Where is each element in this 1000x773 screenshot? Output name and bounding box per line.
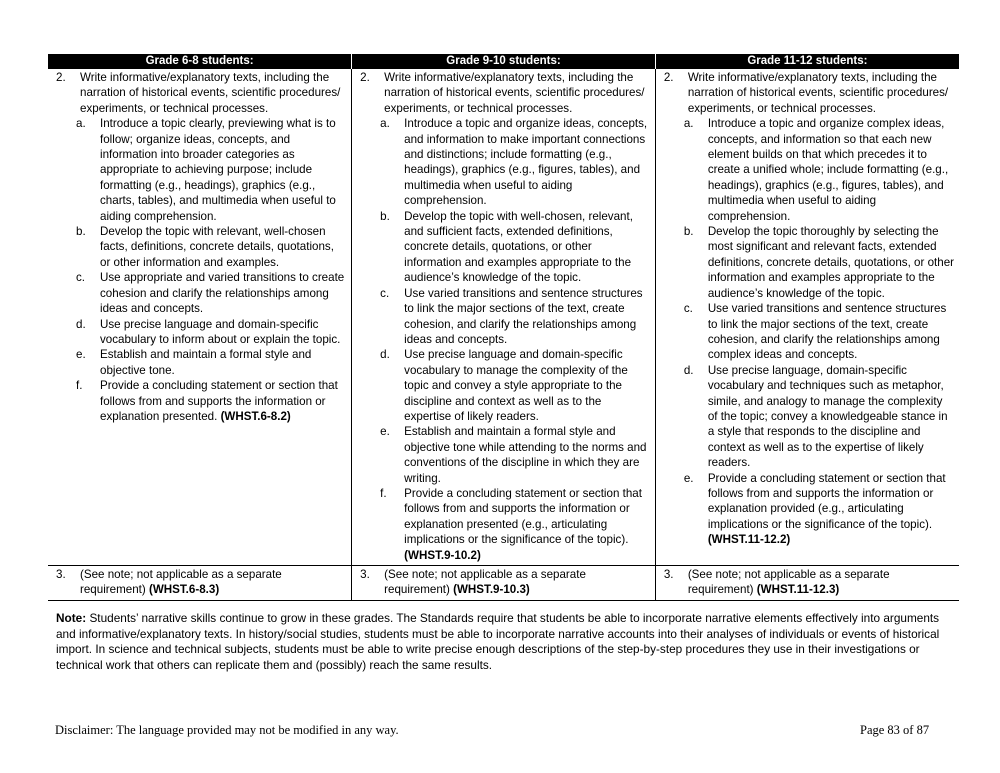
sub-text: Provide a concluding statement or section that follows from and supports the information or explanation provided (e.g., articulating implications or the significance of the topic).	[707, 471, 946, 531]
standard-row-2	[48, 69, 959, 566]
sub-item	[356, 116, 651, 208]
sub-text: Introduce a topic clearly, previewing what is to follow; organize ideas, concepts, and information into broader categories as appropriate to achieving purpose; include formatting (e.g., headings), graphics (e.g., charts, tables), and multimedia when useful to aiding comprehension.	[100, 117, 336, 223]
sub-text: Use varied transitions and sentence structures to link the major sections of the text, create cohesion, and clarify the relationships among complex ideas and concepts.	[707, 302, 947, 362]
sub-text: Introduce a topic and organize ideas, concepts, and information to make important connections and distinctions; include formatting (e.g., headings), graphics (e.g., figures, tables), and multimedia when useful to aiding comprehension.	[404, 117, 648, 208]
standard-code: (WHST.6-8.3)	[148, 583, 220, 597]
item-number: 3.	[56, 568, 66, 581]
standard-item	[356, 567, 651, 598]
sub-letter: a.	[76, 117, 86, 131]
standard-item	[660, 70, 955, 116]
sub-text: Use precise language, domain-specific vocabulary and techniques such as metaphor, simile, and analogy to manage the complexity of the topic; convey a knowledgeable stance in a style that responds to the discipline and context as well as to the expertise of likely readers.	[707, 363, 948, 470]
item-text: Write informative/explanatory texts, including the narration of historical events, scientific procedures/ experiments, or technical processes.	[80, 71, 341, 115]
standard-code: (WHST.9-10.2)	[404, 548, 481, 562]
sub-item	[52, 347, 347, 378]
item-text: Write informative/explanatory texts, including the narration of historical events, scientific procedures/ experiments, or technical processes.	[384, 71, 645, 115]
item-number: 2.	[360, 71, 370, 84]
sub-letter: d.	[76, 317, 86, 331]
sub-text: Establish and maintain a formal style and objective tone while attending to the norms and conventions of the discipline in which they are writing.	[404, 425, 647, 485]
sub-item	[356, 424, 651, 486]
item-number: 3.	[663, 568, 674, 581]
sub-letter: d.	[380, 348, 390, 362]
standard-item	[52, 70, 347, 116]
sub-letter: b.	[683, 225, 694, 239]
sub-item	[660, 116, 955, 224]
standard-item	[52, 567, 347, 598]
sub-text: Develop the topic with relevant, well-chosen facts, definitions, concrete details, quotations, or other information and examples.	[100, 225, 334, 269]
sub-letter: c.	[76, 271, 86, 285]
sub-text: Use appropriate and varied transitions to create cohesion and clarify the relationships among ideas and concepts.	[100, 271, 345, 316]
sub-text: Establish and maintain a formal style and objective tone.	[100, 348, 312, 377]
sub-letter: d.	[683, 363, 694, 377]
sub-item	[660, 363, 955, 471]
cell-grade-11-12-standard-3	[655, 566, 959, 601]
sub-item	[356, 347, 651, 424]
cell-grade-11-12-standard-2	[655, 69, 959, 566]
sub-letter: a.	[683, 117, 694, 131]
standards-document	[48, 54, 959, 601]
sub-letter: b.	[380, 209, 390, 223]
sub-item	[52, 378, 347, 424]
page-number: Page 83 of 87	[860, 723, 930, 737]
cell-grade-9-10-standard-2	[352, 69, 656, 566]
sub-letter: e.	[380, 425, 390, 439]
sub-item	[356, 486, 651, 563]
item-number: 2.	[663, 71, 674, 84]
sub-text: Develop the topic thoroughly by selecting the most significant and relevant facts, extended definitions, concrete details, quotations, or other information and examples appropriate to the audience’s knowledge of the topic.	[707, 225, 955, 300]
footer-disclaimer: Disclaimer: The language provided may not be modified in any way.	[55, 723, 399, 737]
item-number: 3.	[360, 568, 370, 581]
sub-text: Provide a concluding statement or section that follows from and supports the information or explanation presented (e.g., articulating implications or the significance of the topic).	[404, 486, 642, 547]
sub-text: Develop the topic with well-chosen, relevant, and sufficient facts, extended definitions, concrete details, quotations, or other information and examples appropriate to the audience’s knowledge of the topic.	[404, 209, 633, 285]
sub-item	[660, 224, 955, 301]
sub-item	[660, 301, 955, 363]
header-row	[48, 54, 959, 69]
sub-text: Introduce a topic and organize complex ideas, concepts, and information so that each new element builds on that which precedes it to create a unified whole; include formatting (e.g., headings), graphics (e.g., figures, tables), and multimedia when useful to aiding comprehension.	[707, 117, 949, 223]
cell-grade-6-8-standard-2	[48, 69, 352, 566]
sub-letter: c.	[683, 302, 693, 316]
sub-letter: b.	[76, 225, 86, 239]
cell-grade-6-8-standard-3	[48, 566, 352, 601]
sub-letter: e.	[683, 471, 694, 485]
item-text: (See note; not applicable as a separate requirement)	[384, 568, 586, 597]
sub-text: Use precise language and domain-specific vocabulary to manage the complexity of the topic and convey a style appropriate to the discipline and context as well as to the expertise of likely readers.	[404, 348, 628, 423]
item-text: Write informative/explanatory texts, including the narration of historical events, scientific procedures/ experiments, or technical processes.	[687, 71, 949, 115]
item-number: 2.	[56, 71, 66, 84]
sub-text: Use varied transitions and sentence structures to link the major sections of the text, create cohesion, and clarify the relationships among ideas and concepts.	[404, 286, 643, 346]
standard-code: (WHST.11-12.2)	[707, 533, 791, 547]
cell-grade-9-10-standard-3	[352, 566, 656, 601]
item-text: (See note; not applicable as a separate requirement)	[687, 568, 890, 597]
sub-item	[52, 270, 347, 316]
standard-item	[356, 70, 651, 116]
sub-text: Use precise language and domain-specific vocabulary to inform about or explain the topic.	[100, 317, 341, 346]
narrative-note	[56, 611, 956, 673]
standard-code: (WHST.9-10.3)	[453, 583, 530, 597]
sub-item	[52, 224, 347, 270]
item-text: (See note; not applicable as a separate requirement)	[80, 568, 282, 597]
standards-table	[48, 54, 959, 601]
sub-item	[52, 317, 347, 348]
header-grade-6-8: Grade 6-8 students:	[48, 54, 352, 69]
standard-row-3	[48, 566, 959, 601]
sub-letter: f.	[380, 486, 387, 500]
note-text: Students’ narrative skills continue to grow in these grades. The Standards require that students be able to incorporate narrative elements effectively into arguments and informative/explanatory texts. In history/social studies, students must be able to incorporate narrative accounts into their analyses of individuals or events of historical import. In science and technical subjects, students must be able to write precise enough descriptions of the step-by-step procedures they use in their investigations or technical work that others can replicate them and (possibly) reach the same results.	[56, 611, 940, 672]
note-label: Note:	[56, 611, 87, 625]
sub-item	[356, 209, 651, 286]
sub-text: Provide a concluding statement or section that follows from and supports the information or explanation presented.	[100, 379, 338, 423]
sub-letter: f.	[76, 379, 83, 393]
sub-letter: a.	[380, 117, 390, 131]
header-grade-11-12: Grade 11-12 students:	[655, 54, 959, 69]
sub-letter: c.	[380, 286, 390, 300]
header-grade-9-10: Grade 9-10 students:	[352, 54, 656, 69]
sub-letter: e.	[76, 348, 86, 362]
sub-item	[356, 286, 651, 348]
standard-code: (WHST.6-8.2)	[220, 409, 291, 423]
sub-item	[660, 471, 955, 548]
standard-item	[660, 567, 955, 598]
sub-item	[52, 116, 347, 224]
standard-code: (WHST.11-12.3)	[756, 583, 840, 597]
